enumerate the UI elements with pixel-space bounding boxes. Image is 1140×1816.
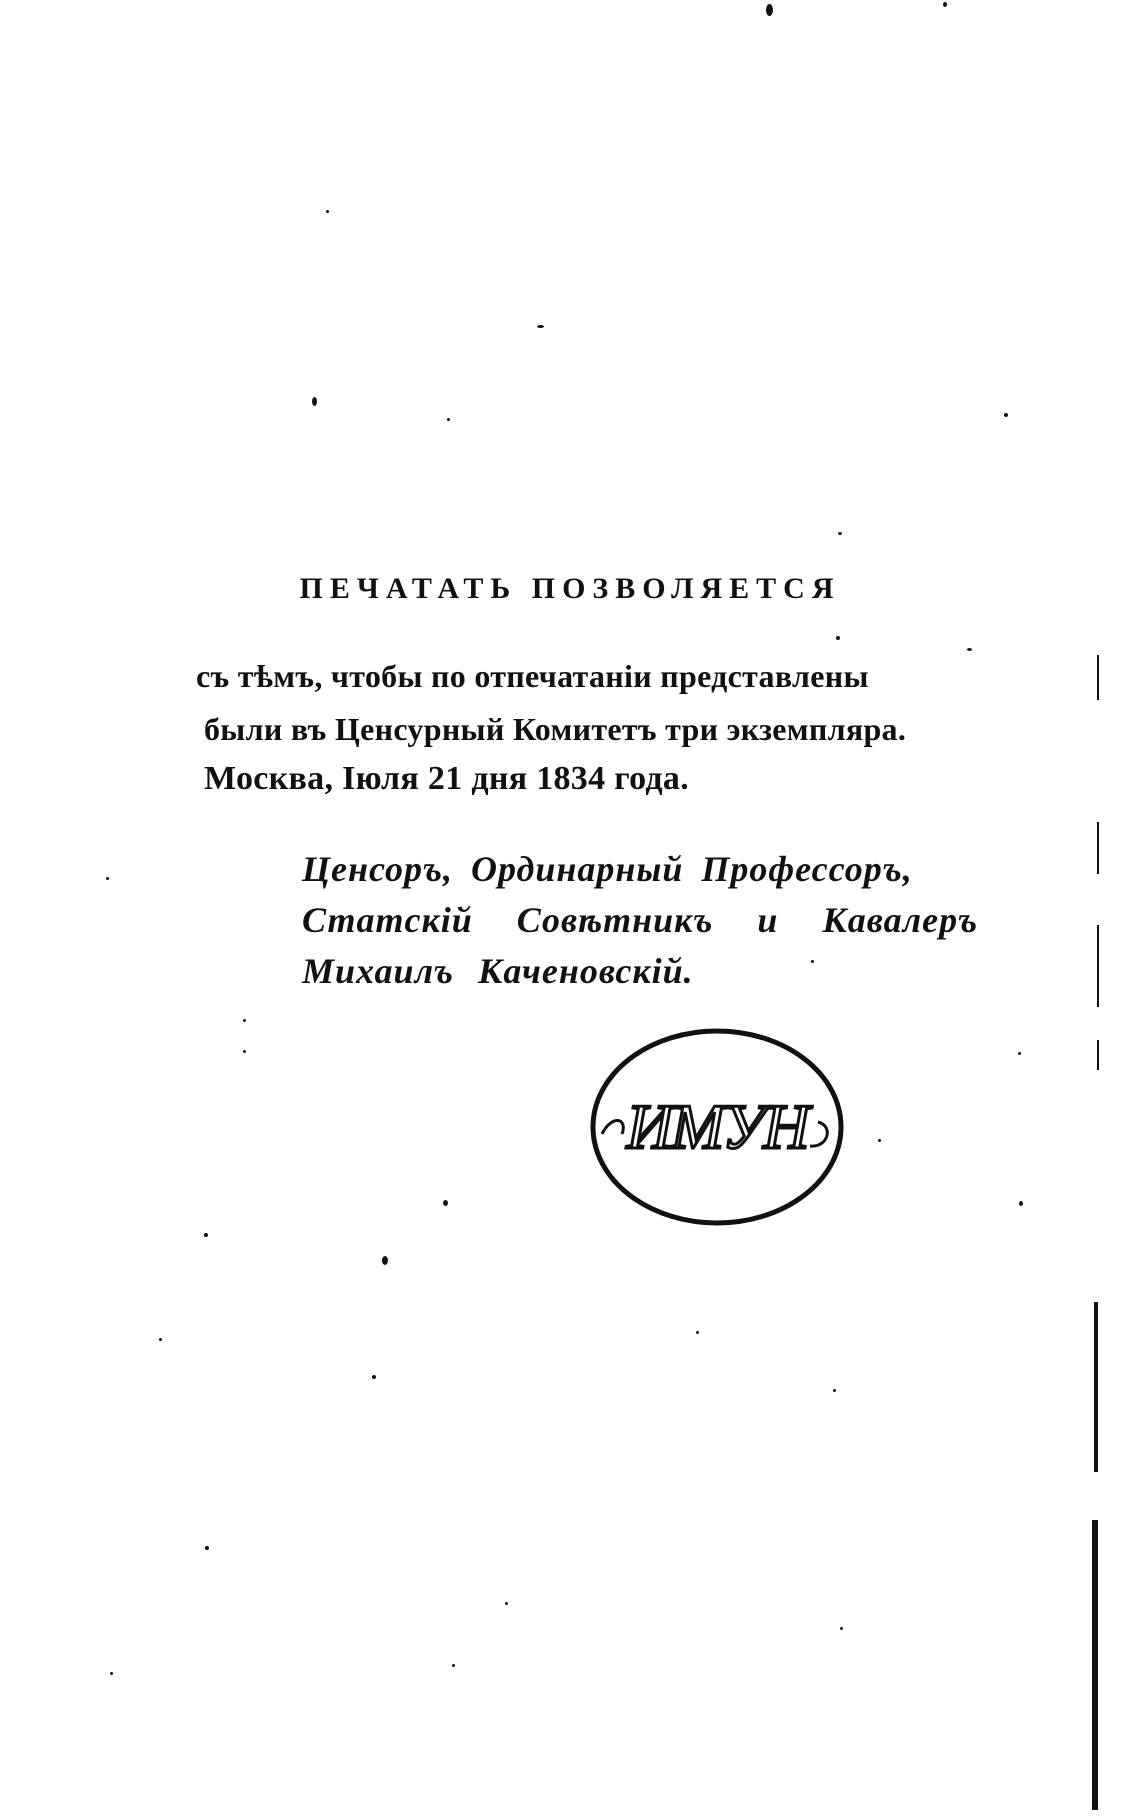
scan-speck	[505, 1602, 508, 1605]
scan-speck	[312, 397, 317, 406]
scan-speck	[878, 1139, 881, 1142]
scan-speck	[943, 2, 947, 7]
scan-speck	[243, 1050, 246, 1053]
margin-line	[1097, 925, 1099, 1007]
margin-line	[1097, 1040, 1099, 1070]
permission-text-line: съ тѣмъ, чтобы по отпечатаніи представлены	[196, 658, 869, 694]
date-line: Москва, Іюля 21 дня 1834 года.	[204, 760, 690, 797]
scan-speck	[1019, 1201, 1023, 1206]
scan-speck	[205, 1546, 209, 1550]
scan-speck	[452, 1664, 455, 1667]
margin-line	[1097, 655, 1099, 700]
scan-speck	[326, 210, 329, 213]
scan-speck	[967, 648, 972, 651]
margin-line	[1092, 1520, 1098, 1810]
scan-speck	[204, 1233, 208, 1237]
scan-speck	[838, 532, 842, 535]
censor-name-line: Михаилъ Каченовскій.	[302, 951, 694, 991]
scan-speck	[106, 877, 109, 880]
scan-speck	[840, 1627, 843, 1630]
scan-speck	[696, 1331, 699, 1334]
library-stamp	[588, 1026, 846, 1228]
scan-speck	[159, 1338, 162, 1341]
scan-speck	[537, 325, 544, 328]
scan-speck	[811, 960, 814, 963]
scan-speck	[766, 4, 773, 16]
stamp-monogram: ИМУН	[626, 1091, 808, 1162]
censorship-heading: ПЕЧАТАТЬ ПОЗВОЛЯЕТСЯ	[299, 572, 841, 605]
scan-speck	[1004, 413, 1008, 417]
censor-title-line: Ценсоръ, Ординарный Профессоръ,	[302, 849, 913, 889]
scan-speck	[833, 1389, 836, 1392]
scan-speck	[443, 1200, 448, 1206]
margin-line	[1094, 1302, 1098, 1472]
scan-speck	[372, 1375, 376, 1379]
scan-speck	[243, 1019, 246, 1022]
margin-line	[1097, 822, 1099, 874]
scan-speck	[1018, 1052, 1021, 1055]
scan-speck	[382, 1256, 388, 1265]
scan-speck	[110, 1672, 113, 1675]
permission-text-line: были въ Ценсурный Комитетъ три экземпляра.	[204, 711, 907, 747]
scan-speck	[836, 636, 840, 640]
censor-rank-line: Статскій Совѣтникъ и Кавалеръ	[302, 900, 979, 940]
scan-speck	[447, 418, 450, 421]
